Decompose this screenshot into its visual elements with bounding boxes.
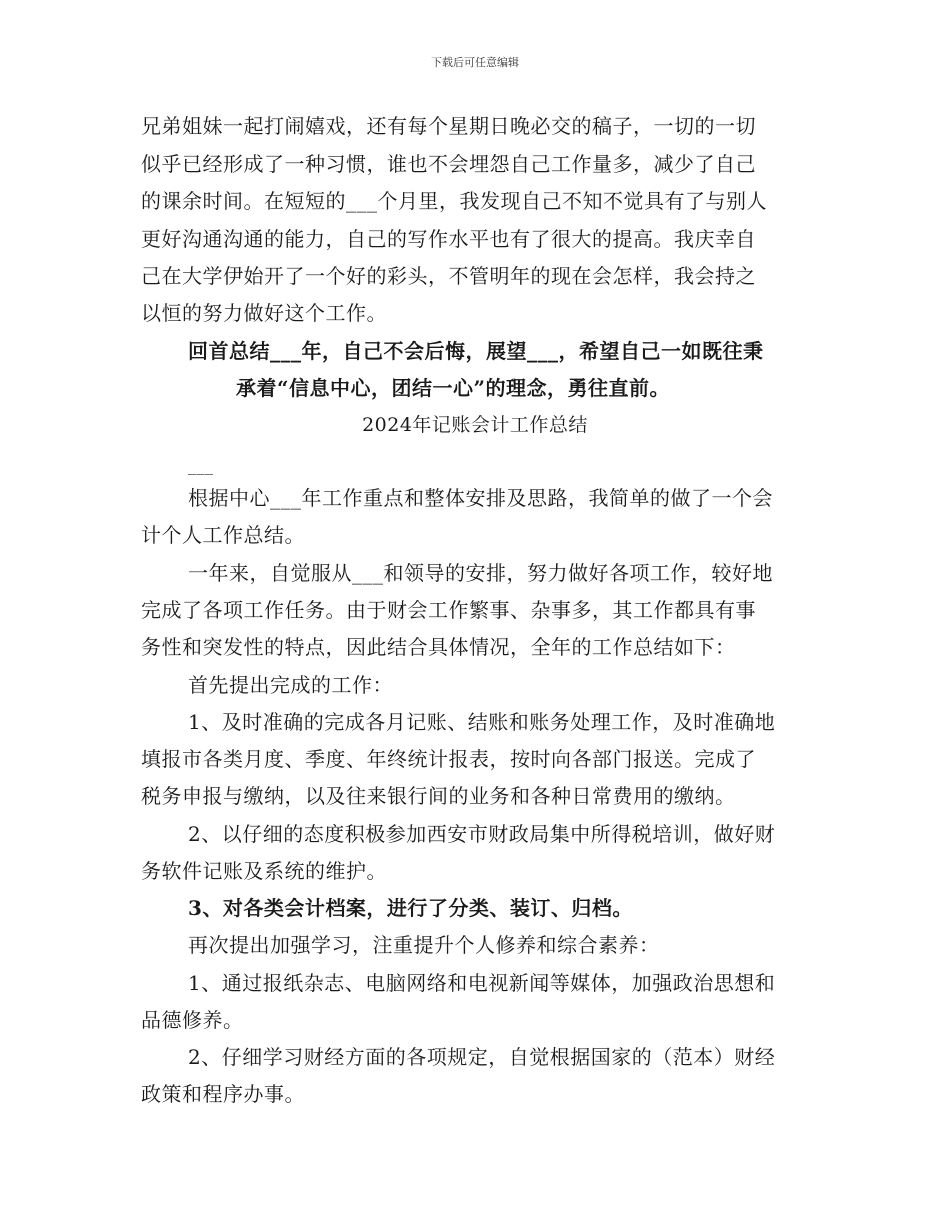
paragraph-line: 务性和突发性的特点，因此结合具体情况，全年的工作总结如下： bbox=[141, 635, 736, 659]
closing-line: 回首总结___年，自己不会后悔，展望___，希望自己一如既往秉 bbox=[188, 339, 764, 363]
list-item-line: 品德修养。 bbox=[141, 1008, 244, 1032]
body-line: 更好沟通沟通的能力，自己的写作水平也有了很大的提高。我庆幸自 bbox=[141, 227, 756, 251]
paragraph-line: 首先提出完成的工作： bbox=[188, 673, 393, 697]
list-item-line: 3、对各类会计档案，进行了分类、装订、归档。 bbox=[188, 896, 633, 920]
body-line: 兄弟姐妹一起打闹嬉戏，还有每个星期日晚必交的稿子，一切的一切 bbox=[141, 114, 756, 138]
body-line: 似乎已经形成了一种习惯，谁也不会埋怨自己工作量多，减少了自己 bbox=[141, 152, 756, 176]
list-item-line: 政策和程序办事。 bbox=[141, 1082, 305, 1106]
closing-line: 承着“信息中心，团结一心”的理念，勇往直前。 bbox=[236, 376, 671, 400]
paragraph-line: 再次提出加强学习，注重提升个人修养和综合素养： bbox=[188, 933, 660, 957]
blank-marker: ___ bbox=[188, 456, 214, 475]
list-item-line: 1、通过报纸杂志、电脑网络和电视新闻等媒体，加强政治思想和 bbox=[188, 971, 776, 995]
page-header: 下载后可任意编辑 bbox=[431, 56, 519, 69]
list-item-line: 填报市各类月度、季度、年终统计报表，按时向各部门报送。完成了 bbox=[141, 747, 756, 771]
list-item-line: 1、及时准确的完成各月记账、结账和账务处理工作，及时准确地 bbox=[188, 710, 776, 734]
list-item-line: 2、以仔细的态度积极参加西安市财政局集中所得税培训，做好财 bbox=[188, 822, 776, 846]
body-line: 以恒的努力做好这个工作。 bbox=[141, 301, 387, 325]
list-item-line: 税务申报与缴纳，以及往来银行间的业务和各种日常费用的缴纳。 bbox=[141, 784, 736, 808]
section-title: 2024年记账会计工作总结 bbox=[362, 414, 588, 436]
paragraph-line: 一年来，自觉服从___和领导的安排，努力做好各项工作，较好地 bbox=[188, 561, 773, 585]
list-item-line: 2、仔细学习财经方面的各项规定，自觉根据国家的（范本）财经 bbox=[188, 1045, 776, 1069]
list-item-line: 务软件记账及系统的维护。 bbox=[141, 859, 387, 883]
paragraph-line: 计个人工作总结。 bbox=[141, 523, 305, 547]
paragraph-line: 根据中心___年工作重点和整体安排及思路，我简单的做了一个会 bbox=[188, 486, 773, 510]
body-line: 己在大学伊始开了一个好的彩头，不管明年的现在会怎样，我会持之 bbox=[141, 264, 756, 288]
paragraph-line: 完成了各项工作任务。由于财会工作繁事、杂事多，其工作都具有事 bbox=[141, 598, 756, 622]
body-line: 的课余时间。在短短的___个月里，我发现自己不知不觉具有了与别人 bbox=[141, 189, 767, 213]
